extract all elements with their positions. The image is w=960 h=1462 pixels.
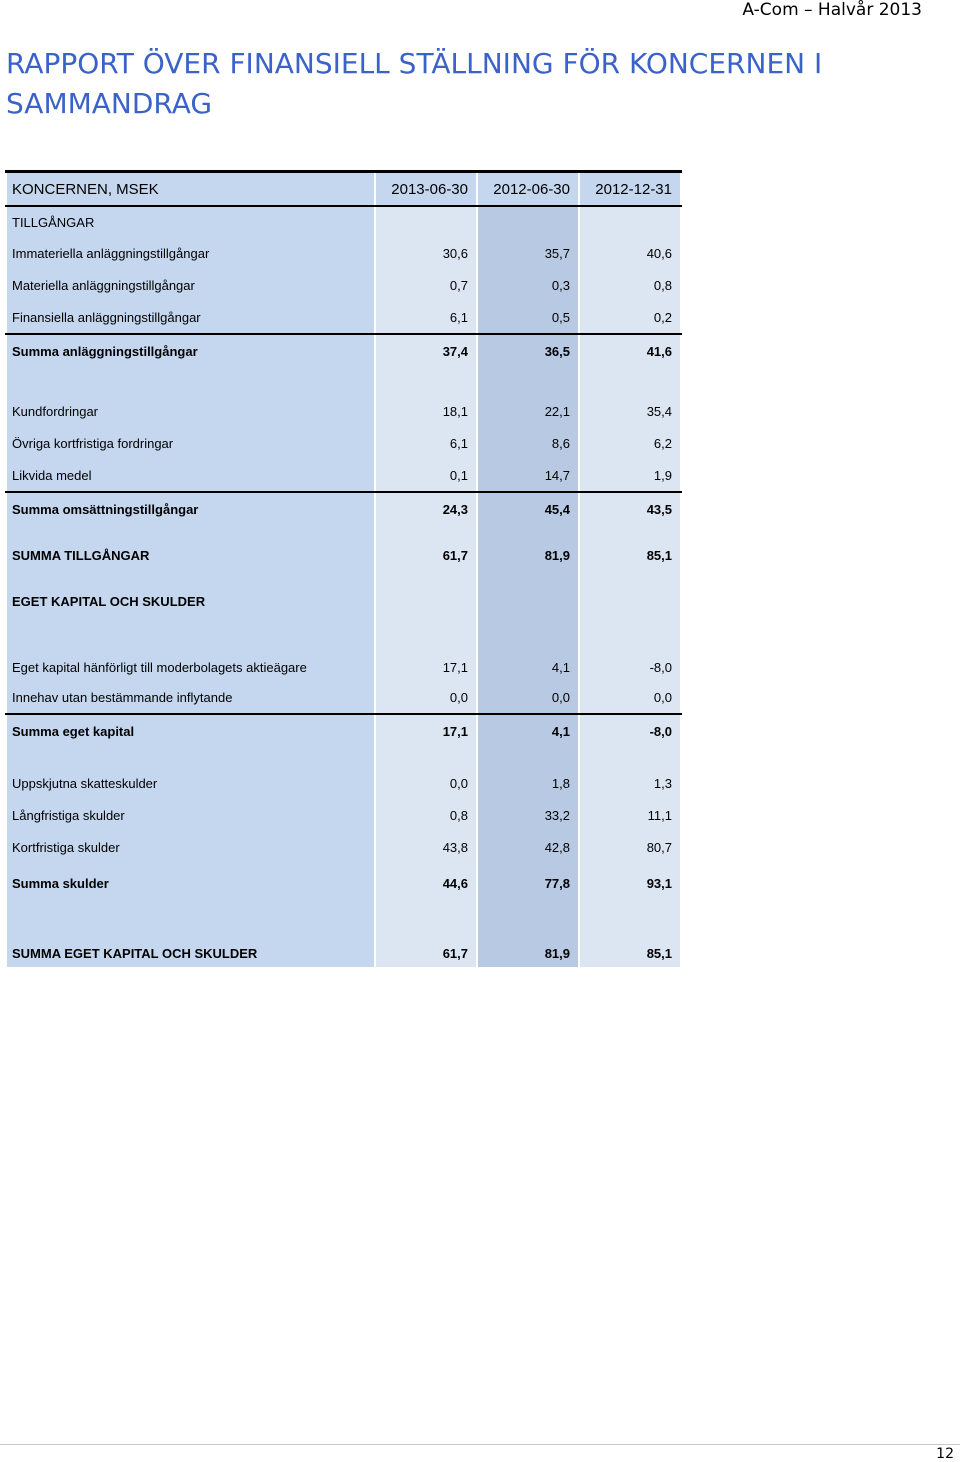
table-row [6, 395, 681, 427]
total-row [6, 539, 681, 571]
subtotal-row [6, 334, 681, 367]
row-label: TILLGÅNGAR [6, 206, 375, 237]
row-value: 40,6 [579, 237, 681, 269]
row-value: 81,9 [477, 539, 579, 571]
table-row [6, 427, 681, 459]
row-value: 17,1 [375, 714, 477, 747]
row-label: Summa skulder [6, 863, 375, 903]
row-value: 45,4 [477, 492, 579, 525]
table-row [6, 681, 681, 714]
row-value: 24,3 [375, 492, 477, 525]
row-value: 1,8 [477, 767, 579, 799]
row-value: 81,9 [477, 903, 579, 967]
row-value: 0,7 [375, 269, 477, 301]
row-value: 0,2 [579, 301, 681, 334]
row-value: 0,8 [375, 799, 477, 831]
column-header: 2012-06-30 [477, 172, 579, 207]
row-label: Uppskjutna skatteskulder [6, 767, 375, 799]
row-label: Summa anläggningstillgångar [6, 334, 375, 367]
row-value: 41,6 [579, 334, 681, 367]
row-label: Långfristiga skulder [6, 799, 375, 831]
row-value: 1,9 [579, 459, 681, 492]
row-value [375, 206, 477, 237]
column-header-label: KONCERNEN, MSEK [6, 172, 375, 207]
row-value [477, 206, 579, 237]
table-row [6, 269, 681, 301]
subtotal-row [6, 714, 681, 747]
row-value: 0,0 [579, 681, 681, 714]
row-value: 0,8 [579, 269, 681, 301]
row-label: Innehav utan bestämmande inflytande [6, 681, 375, 714]
row-value: 11,1 [579, 799, 681, 831]
row-value: 6,1 [375, 427, 477, 459]
subtotal-row [6, 492, 681, 525]
spacer-row [6, 367, 681, 381]
row-label: SUMMA TILLGÅNGAR [6, 539, 375, 571]
row-label: Immateriella anläggningstillgångar [6, 237, 375, 269]
row-value [477, 585, 579, 617]
row-value [579, 206, 681, 237]
section-header-row [6, 585, 681, 617]
column-header: 2013-06-30 [375, 172, 477, 207]
row-value: 35,7 [477, 237, 579, 269]
row-value: 0,3 [477, 269, 579, 301]
row-value: 6,1 [375, 301, 477, 334]
row-value: 85,1 [579, 903, 681, 967]
row-value: 4,1 [477, 617, 579, 681]
row-label: Eget kapital hänförligt till moderbolagets aktieägare [6, 617, 375, 681]
row-label: SUMMA EGET KAPITAL OCH SKULDER [6, 903, 375, 967]
row-value: 43,8 [375, 831, 477, 863]
balance-sheet-table [5, 170, 682, 967]
row-label: Kortfristiga skulder [6, 831, 375, 863]
row-value [579, 585, 681, 617]
row-value: 0,5 [477, 301, 579, 334]
row-value: 17,1 [375, 617, 477, 681]
row-value [375, 585, 477, 617]
row-value: 4,1 [477, 714, 579, 747]
row-value: 42,8 [477, 831, 579, 863]
footer-divider [0, 1444, 960, 1445]
row-value: 80,7 [579, 831, 681, 863]
row-value: 35,4 [579, 395, 681, 427]
row-value: 33,2 [477, 799, 579, 831]
row-label: Summa eget kapital [6, 714, 375, 747]
row-value: 30,6 [375, 237, 477, 269]
table-row [6, 237, 681, 269]
row-value: 0,0 [477, 681, 579, 714]
table-row [6, 459, 681, 492]
section-header-row [6, 206, 681, 237]
spacer-row [6, 747, 681, 767]
row-label: Övriga kortfristiga fordringar [6, 427, 375, 459]
row-label: EGET KAPITAL OCH SKULDER [6, 585, 375, 617]
table-row [6, 831, 681, 863]
running-header: A-Com – Halvår 2013 [742, 0, 922, 20]
table-row [6, 617, 681, 681]
spacer-row [6, 525, 681, 539]
table-row [6, 767, 681, 799]
row-label: Materiella anläggningstillgångar [6, 269, 375, 301]
row-value: 44,6 [375, 863, 477, 903]
spacer-row [6, 381, 681, 395]
row-value: -8,0 [579, 617, 681, 681]
table-row [6, 301, 681, 334]
column-header: 2012-12-31 [579, 172, 681, 207]
row-value: 18,1 [375, 395, 477, 427]
row-value: 43,5 [579, 492, 681, 525]
row-label: Likvida medel [6, 459, 375, 492]
row-value: 93,1 [579, 863, 681, 903]
row-value: 61,7 [375, 539, 477, 571]
row-label: Summa omsättningstillgångar [6, 492, 375, 525]
subtotal-row [6, 863, 681, 903]
page-number: 12 [936, 1446, 954, 1462]
row-value: 1,3 [579, 767, 681, 799]
row-value: 0,1 [375, 459, 477, 492]
row-value: -8,0 [579, 714, 681, 747]
row-value: 77,8 [477, 863, 579, 903]
spacer-row [6, 571, 681, 585]
row-value: 22,1 [477, 395, 579, 427]
row-value: 6,2 [579, 427, 681, 459]
row-value: 8,6 [477, 427, 579, 459]
row-value: 61,7 [375, 903, 477, 967]
row-value: 85,1 [579, 539, 681, 571]
row-value: 37,4 [375, 334, 477, 367]
table-row [6, 799, 681, 831]
row-value: 0,0 [375, 681, 477, 714]
row-value: 0,0 [375, 767, 477, 799]
row-label: Kundfordringar [6, 395, 375, 427]
page-title: RAPPORT ÖVER FINANSIELL STÄLLNING FÖR KONCERNEN I SAMMANDRAG [6, 47, 823, 120]
grand-total-row [6, 903, 681, 967]
table-header-row [6, 172, 681, 207]
row-label: Finansiella anläggningstillgångar [6, 301, 375, 334]
row-value: 14,7 [477, 459, 579, 492]
row-value: 36,5 [477, 334, 579, 367]
